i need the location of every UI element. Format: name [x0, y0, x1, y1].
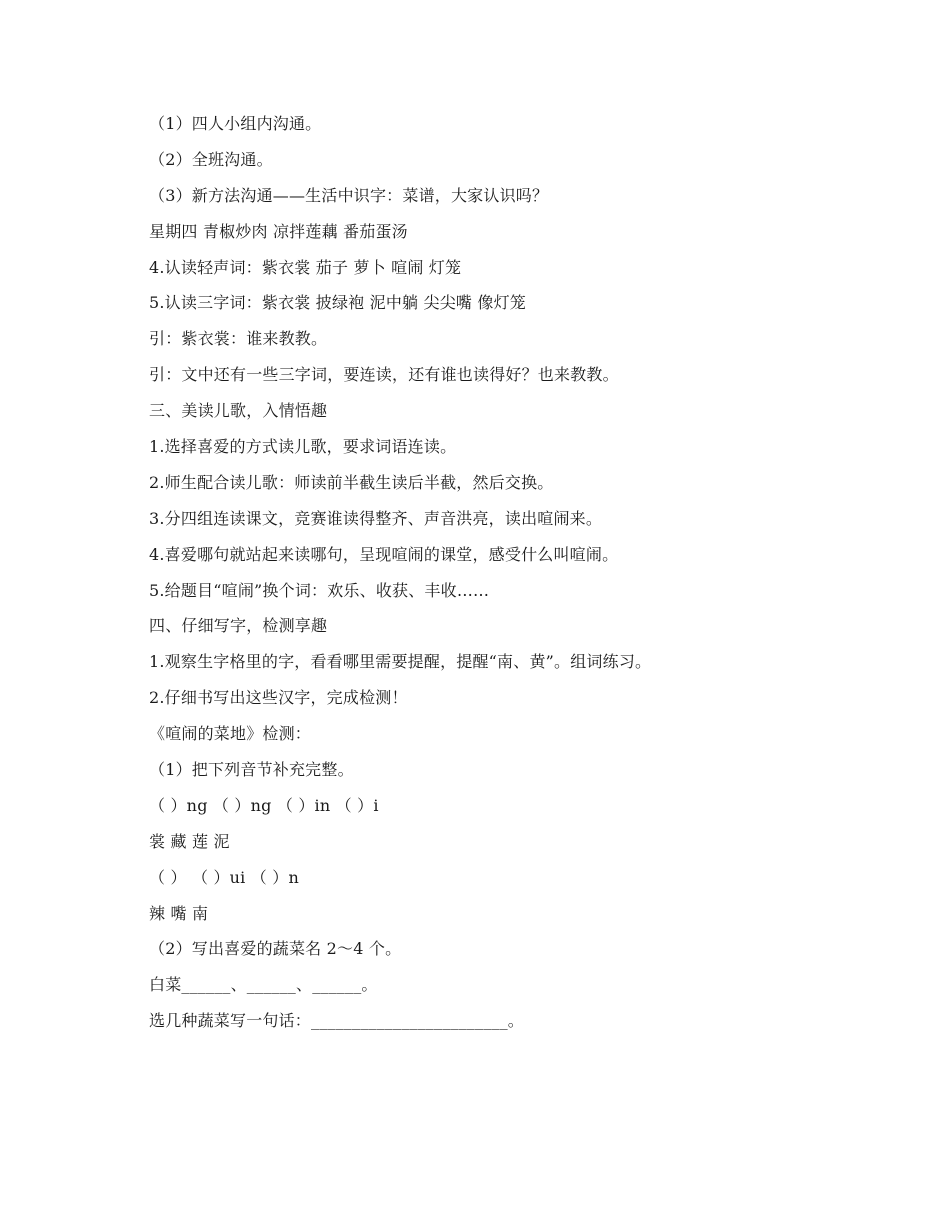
test-title: 《喧闹的菜地》检测：: [149, 724, 312, 744]
section-heading-4: 四、仔细写字，检测享趣: [149, 616, 328, 636]
vegetable-blanks: 白菜______、______、______。: [149, 975, 378, 995]
text-line-write-1: 1.观察生字格里的字，看看哪里需要提醒，提醒“南、黄”。组词练习。: [149, 652, 652, 672]
pinyin-row-1: （ ）ng （ ）ng （ ）in （ ）i: [149, 795, 379, 815]
text-line-guide-2: 引：文中还有一些三字词，要连读，还有谁也读得好？也来教教。: [149, 365, 619, 385]
character-row-1: 裳 藏 莲 泥: [149, 831, 230, 851]
text-line-read-2: 2.师生配合读儿歌：师读前半截生读后半截，然后交换。: [149, 472, 554, 492]
test-question-2: （2）写出喜爱的蔬菜名 2～4 个。: [149, 939, 402, 959]
document-body: [149, 110, 849, 1043]
text-line-read-1: 1.选择喜爱的方式读儿歌，要求词语连读。: [149, 437, 457, 457]
character-row-2: 辣 嘴 南: [149, 903, 209, 923]
sentence-blank: 选几种蔬菜写一句话：________________________。: [149, 1011, 525, 1031]
section-heading-3: 三、美读儿歌，入情悟趣: [149, 401, 328, 421]
text-line-write-2: 2.仔细书写出这些汉字，完成检测！: [149, 688, 408, 708]
text-line-read-4: 4.喜爱哪句就站起来读哪句，呈现喧闹的课堂，感受什么叫喧闹。: [149, 544, 619, 564]
pinyin-row-2: （ ） （ ）ui （ ）n: [149, 867, 299, 887]
text-line-guide-1: 引：紫衣裳：谁来教教。: [149, 329, 328, 349]
text-line-read-5: 5.给题目“喧闹”换个词：欢乐、收获、丰收……: [149, 580, 490, 600]
text-line-new-method: （3）新方法沟通——生活中识字：菜谱，大家认识吗？: [149, 185, 549, 205]
text-line-class-discussion: （2）全班沟通。: [149, 149, 273, 169]
test-question-1: （1）把下列音节补充完整。: [149, 760, 354, 780]
text-line-three-char-words: 5.认读三字词：紫衣裳 披绿袍 泥中躺 尖尖嘴 像灯笼: [149, 293, 527, 313]
text-line-read-3: 3.分四组连读课文，竞赛谁读得整齐、声音洪亮，读出喧闹来。: [149, 508, 603, 528]
text-line-neutral-tone-words: 4.认读轻声词：紫衣裳 茄子 萝卜 喧闹 灯笼: [149, 257, 462, 277]
text-line-menu: 星期四 青椒炒肉 凉拌莲藕 番茄蛋汤: [149, 221, 408, 241]
text-line-group-discussion: （1）四人小组内沟通。: [149, 114, 322, 133]
